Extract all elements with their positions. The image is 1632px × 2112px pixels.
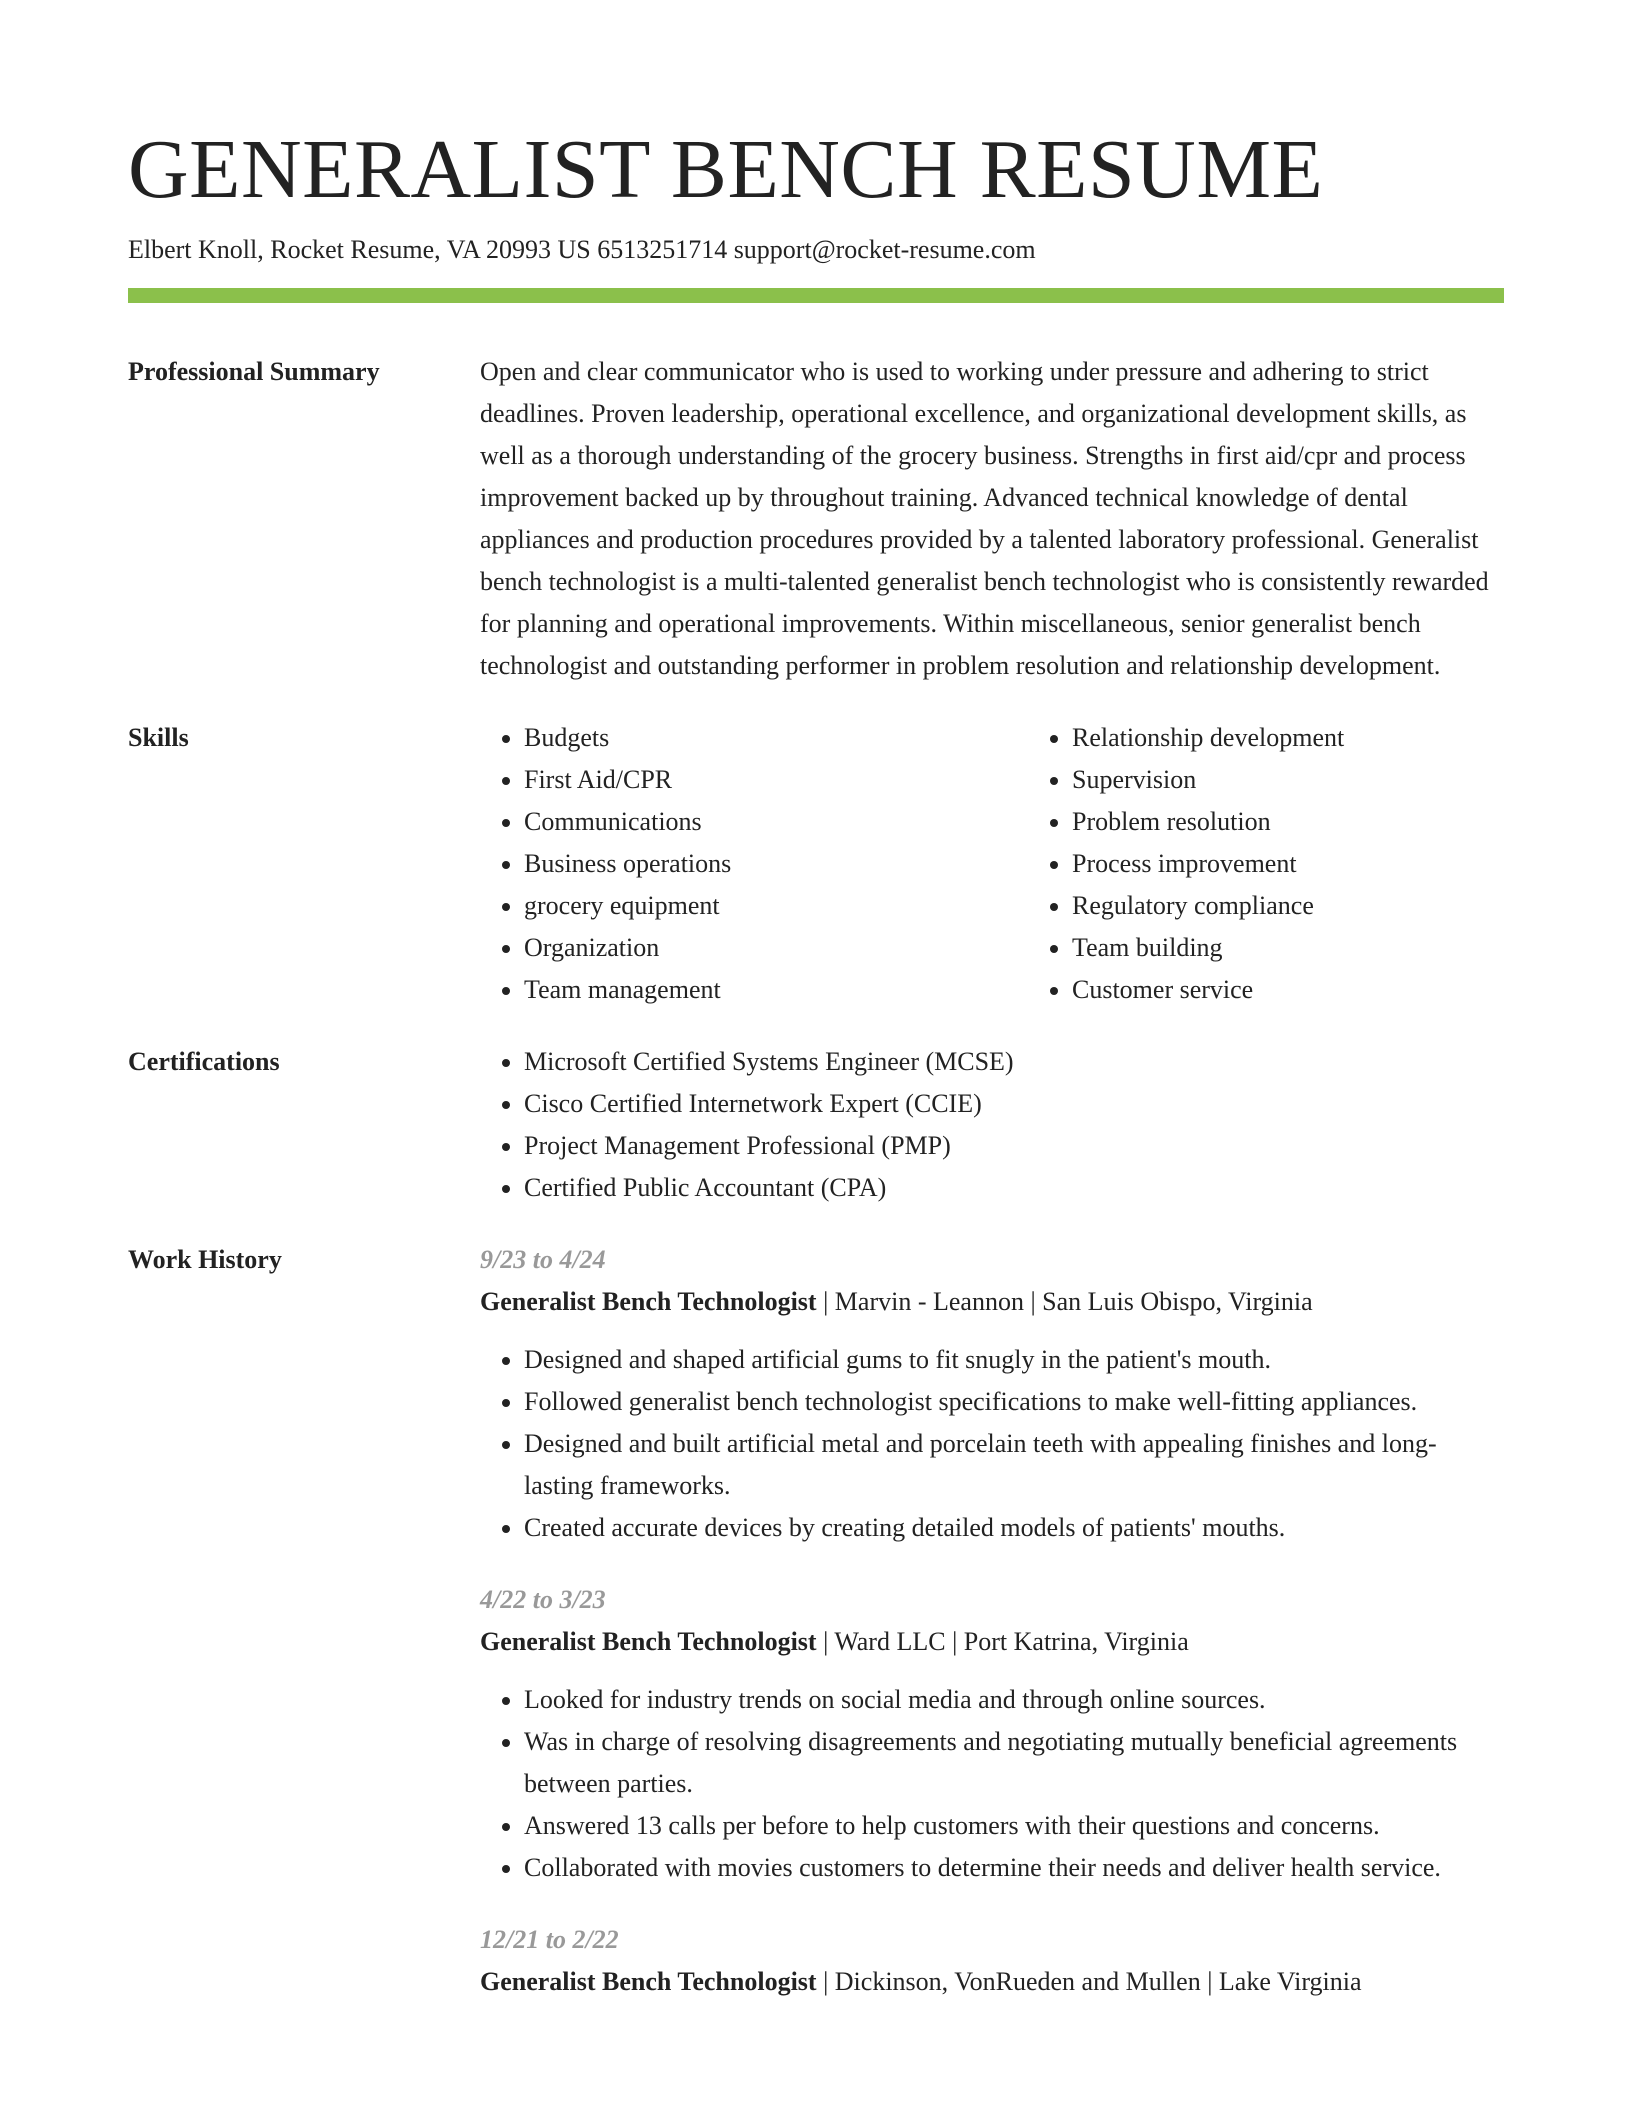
skill-item: • Budgets <box>524 717 1028 759</box>
skill-item: • First Aid/CPR <box>524 759 1028 801</box>
job-dates: 12/21 to 2/22 <box>480 1925 619 1954</box>
skill-item: • Organization <box>524 927 1028 969</box>
job-bullet: • Was in charge of resolving disagreements and negotiating mutually beneficial agreements between parties. <box>524 1721 1504 1805</box>
job-bullets <box>480 1339 1504 1549</box>
job-title: Generalist Bench Technologist <box>480 1627 817 1656</box>
skills-heading: Skills <box>128 723 189 752</box>
skill-item: • Communications <box>524 801 1028 843</box>
job-title: Generalist Bench Technologist <box>480 1287 817 1316</box>
job-details: | Ward LLC | Port Katrina, Virginia <box>816 1627 1189 1656</box>
job-bullet: • Designed and built artificial metal and porcelain teeth with appealing finishes and long-lasting frameworks. <box>524 1423 1504 1507</box>
work-history-heading: Work History <box>128 1245 282 1274</box>
job-bullet: • Created accurate devices by creating detailed models of patients' mouths. <box>524 1507 1504 1549</box>
job-bullet: • Followed generalist bench technologist specifications to make well-fitting appliances. <box>524 1381 1504 1423</box>
job-dates: 4/22 to 3/23 <box>480 1585 606 1614</box>
skill-item: • Customer service <box>1072 969 1576 1011</box>
job-details: | Marvin - Leannon | San Luis Obispo, Virginia <box>816 1287 1313 1316</box>
contact-line: Elbert Knoll, Rocket Resume, VA 20993 US 6513251714 support@rocket-resume.com <box>128 235 1036 264</box>
skills-list-left <box>480 717 1028 1011</box>
work-history-section <box>128 1239 1504 2033</box>
skill-item: • Regulatory compliance <box>1072 885 1576 927</box>
skills-section <box>128 717 1504 1011</box>
job-bullet: • Collaborated with movies customers to determine their needs and deliver health service. <box>524 1847 1504 1889</box>
job-dates: 9/23 to 4/24 <box>480 1245 606 1274</box>
resume-page <box>128 118 1504 2033</box>
summary-section <box>128 351 1504 687</box>
skill-item: • grocery equipment <box>524 885 1028 927</box>
skills-list-right <box>1028 717 1576 1011</box>
skills-grid <box>480 717 1504 1011</box>
job-details: | Dickinson, VonRueden and Mullen | Lake Virginia <box>816 1967 1362 1996</box>
job-bullet: • Answered 13 calls per before to help customers with their questions and concerns. <box>524 1805 1504 1847</box>
summary-text: Open and clear communicator who is used to working under pressure and adhering to strict deadlines. Proven leadership, operational excellence, and organizational development skills, as well as a thorough understanding of the grocery business. Strengths in first aid/cpr and process improvement backed up by throughout training. Advanced technical knowledge of dental appliances and production procedures provided by a talented laboratory professional. Generalist bench technologist is a multi-talented generalist bench technologist who is consistently rewarded for planning and operational improvements. Within miscellaneous, senior generalist bench technologist and outstanding performer in problem resolution and relationship development. <box>480 357 1489 680</box>
job-title: Generalist Bench Technologist <box>480 1967 817 1996</box>
skill-item: • Team management <box>524 969 1028 1011</box>
job-bullet: • Looked for industry trends on social media and through online sources. <box>524 1679 1504 1721</box>
certifications-heading: Certifications <box>128 1047 280 1076</box>
certification-item: • Certified Public Accountant (CPA) <box>524 1167 1504 1209</box>
certification-item: • Cisco Certified Internetwork Expert (CCIE) <box>524 1083 1504 1125</box>
job-bullet: • Designed and shaped artificial gums to fit snugly in the patient's mouth. <box>524 1339 1504 1381</box>
job-entry <box>480 1919 1504 2003</box>
job-title-line <box>480 1961 1504 2003</box>
certification-item: • Project Management Professional (PMP) <box>524 1125 1504 1167</box>
job-title-line <box>480 1621 1504 1663</box>
skill-item: • Team building <box>1072 927 1576 969</box>
page-title: GENERALIST BENCH RESUME <box>128 123 1324 216</box>
accent-divider <box>128 288 1504 303</box>
job-entry <box>480 1579 1504 1889</box>
skill-item: • Process improvement <box>1072 843 1576 885</box>
summary-heading: Professional Summary <box>128 357 380 386</box>
job-entry <box>480 1239 1504 1549</box>
job-bullets <box>480 1679 1504 1889</box>
certifications-section <box>128 1041 1504 1209</box>
certifications-list <box>480 1041 1504 1209</box>
skill-item: • Supervision <box>1072 759 1576 801</box>
skill-item: • Business operations <box>524 843 1028 885</box>
certification-item: • Microsoft Certified Systems Engineer (MCSE) <box>524 1041 1504 1083</box>
skill-item: • Problem resolution <box>1072 801 1576 843</box>
job-title-line <box>480 1281 1504 1323</box>
skill-item: • Relationship development <box>1072 717 1576 759</box>
